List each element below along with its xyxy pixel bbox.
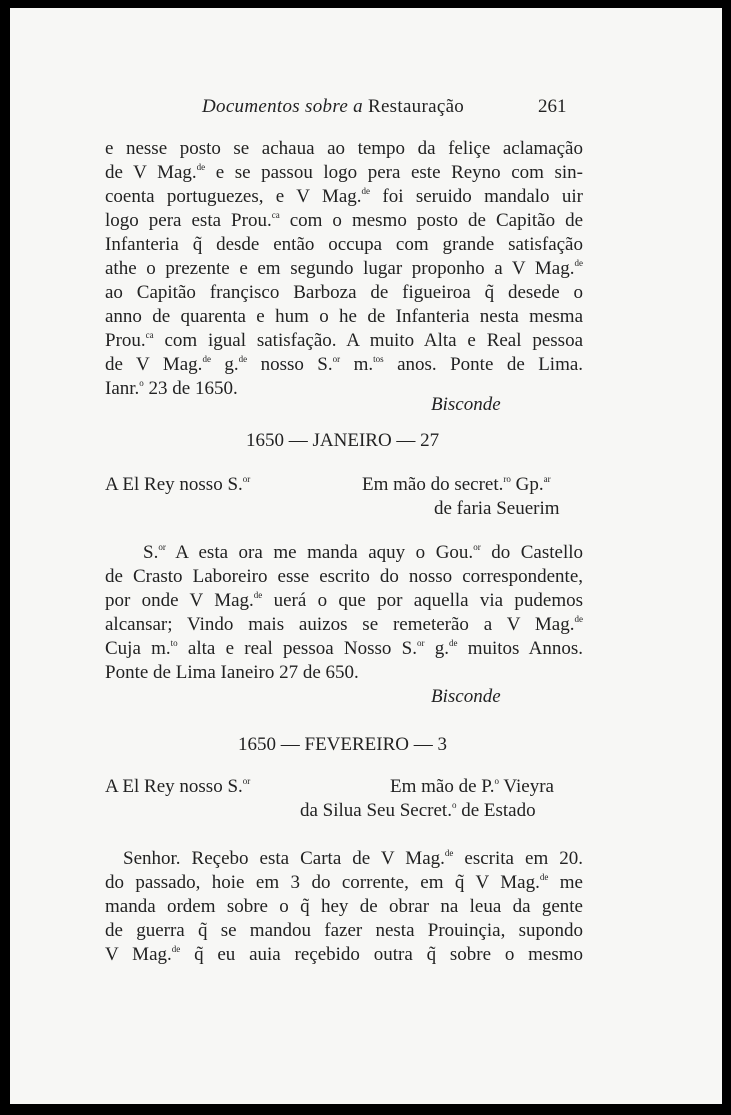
text-line: Ponte de Lima Ianeiro 27 de 650. (105, 662, 359, 683)
text-line: Infanteria q̃ desde então occupa com grande satisfação (105, 234, 583, 255)
text-line: coenta portuguezes, e V Mag.$^{de}$ foi seruido mandalo uir (105, 186, 583, 207)
sender-line: de faria Seuerim (434, 498, 560, 519)
text-line: de V Mag.$^{de}$ e se passou logo pera este Reyno com sin- (105, 162, 584, 183)
text-line: Cuja m.$^{to}$ alta e real pessoa Nosso S.$^{or}$ g.$^{de}$ muitos Annos. (105, 638, 584, 659)
sender-line: Em mão de P.$^o$ Vieyra (390, 776, 554, 797)
book-page (10, 8, 722, 1104)
text-line: de guerra q̃ se mandou fazer nesta Prouinçia, supondo (105, 920, 583, 941)
text-line: Ianr.$^o$ 23 de 1650. (105, 378, 238, 399)
addressee: A El Rey nosso S.$^{or}$ (105, 776, 251, 797)
running-header (10, 96, 722, 122)
page-number: 261 (538, 96, 567, 117)
running-title (202, 96, 464, 118)
text-line: por onde V Mag.$^{de}$ uerá o que por aquella via pudemos (105, 590, 583, 611)
text-line: manda ordem sobre o q̃ hey de obrar na leua da gente (105, 896, 583, 917)
text-line: S.$^{or}$ A esta ora me manda aquy o Gou.$^{or}$ do Castello (143, 542, 583, 563)
addressee: A El Rey nosso S.$^{or}$ (105, 474, 251, 495)
text-line: V Mag.$^{de}$ q̃ eu auia reçebido outra q̃ sobre o mesmo (105, 944, 583, 965)
text-line: Senhor. Reçebo esta Carta de V Mag.$^{de}$ escrita em 20. (123, 848, 584, 869)
text-line: de V Mag.$^{de}$ g.$^{de}$ nosso S.$^{or}$ m.$^{tos}$ anos. Ponte de Lima. (105, 354, 584, 375)
sender-line: Em mão do secret.$^{ro}$ Gp.$^{ar}$ (362, 474, 551, 495)
sender-line: da Silua Seu Secret.$^o$ de Estado (300, 800, 536, 821)
text-line: e nesse posto se achaua ao tempo da feliçe aclamação (105, 138, 583, 159)
text-line: do passado, hoie em 3 do corrente, em q̃ V Mag.$^{de}$ me (105, 872, 583, 893)
running-title-roman: Restauração (367, 96, 465, 117)
text-line: logo pera esta Prou.$^{ca}$ com o mesmo posto de Capitão de (105, 210, 584, 231)
text-line: athe o prezente e em segundo lugar proponho a V Mag.$^{de}$ (105, 258, 583, 279)
signature: Bisconde (431, 394, 501, 415)
text-line: alcansar; Vindo mais auizos se remeterão a V Mag.$^{de}$ (105, 614, 583, 635)
text-line: ao Capitão françisco Barboza de figueiroa q̃ desede o (105, 282, 583, 303)
text-line: de Crasto Laboreiro esse escrito do nosso correspondente, (105, 566, 583, 587)
dateline: 1650 — JANEIRO — 27 (246, 430, 440, 451)
text-line: Prou.$^{ca}$ com igual satisfação. A muito Alta e Real pessoa (105, 330, 583, 351)
signature: Bisconde (431, 686, 501, 707)
running-title-italic: Documentos sobre a (202, 96, 363, 117)
text-line: anno de quarenta e hum o he de Infanteria nesta mesma (105, 306, 583, 327)
dateline: 1650 — FEVEREIRO — 3 (238, 734, 447, 755)
